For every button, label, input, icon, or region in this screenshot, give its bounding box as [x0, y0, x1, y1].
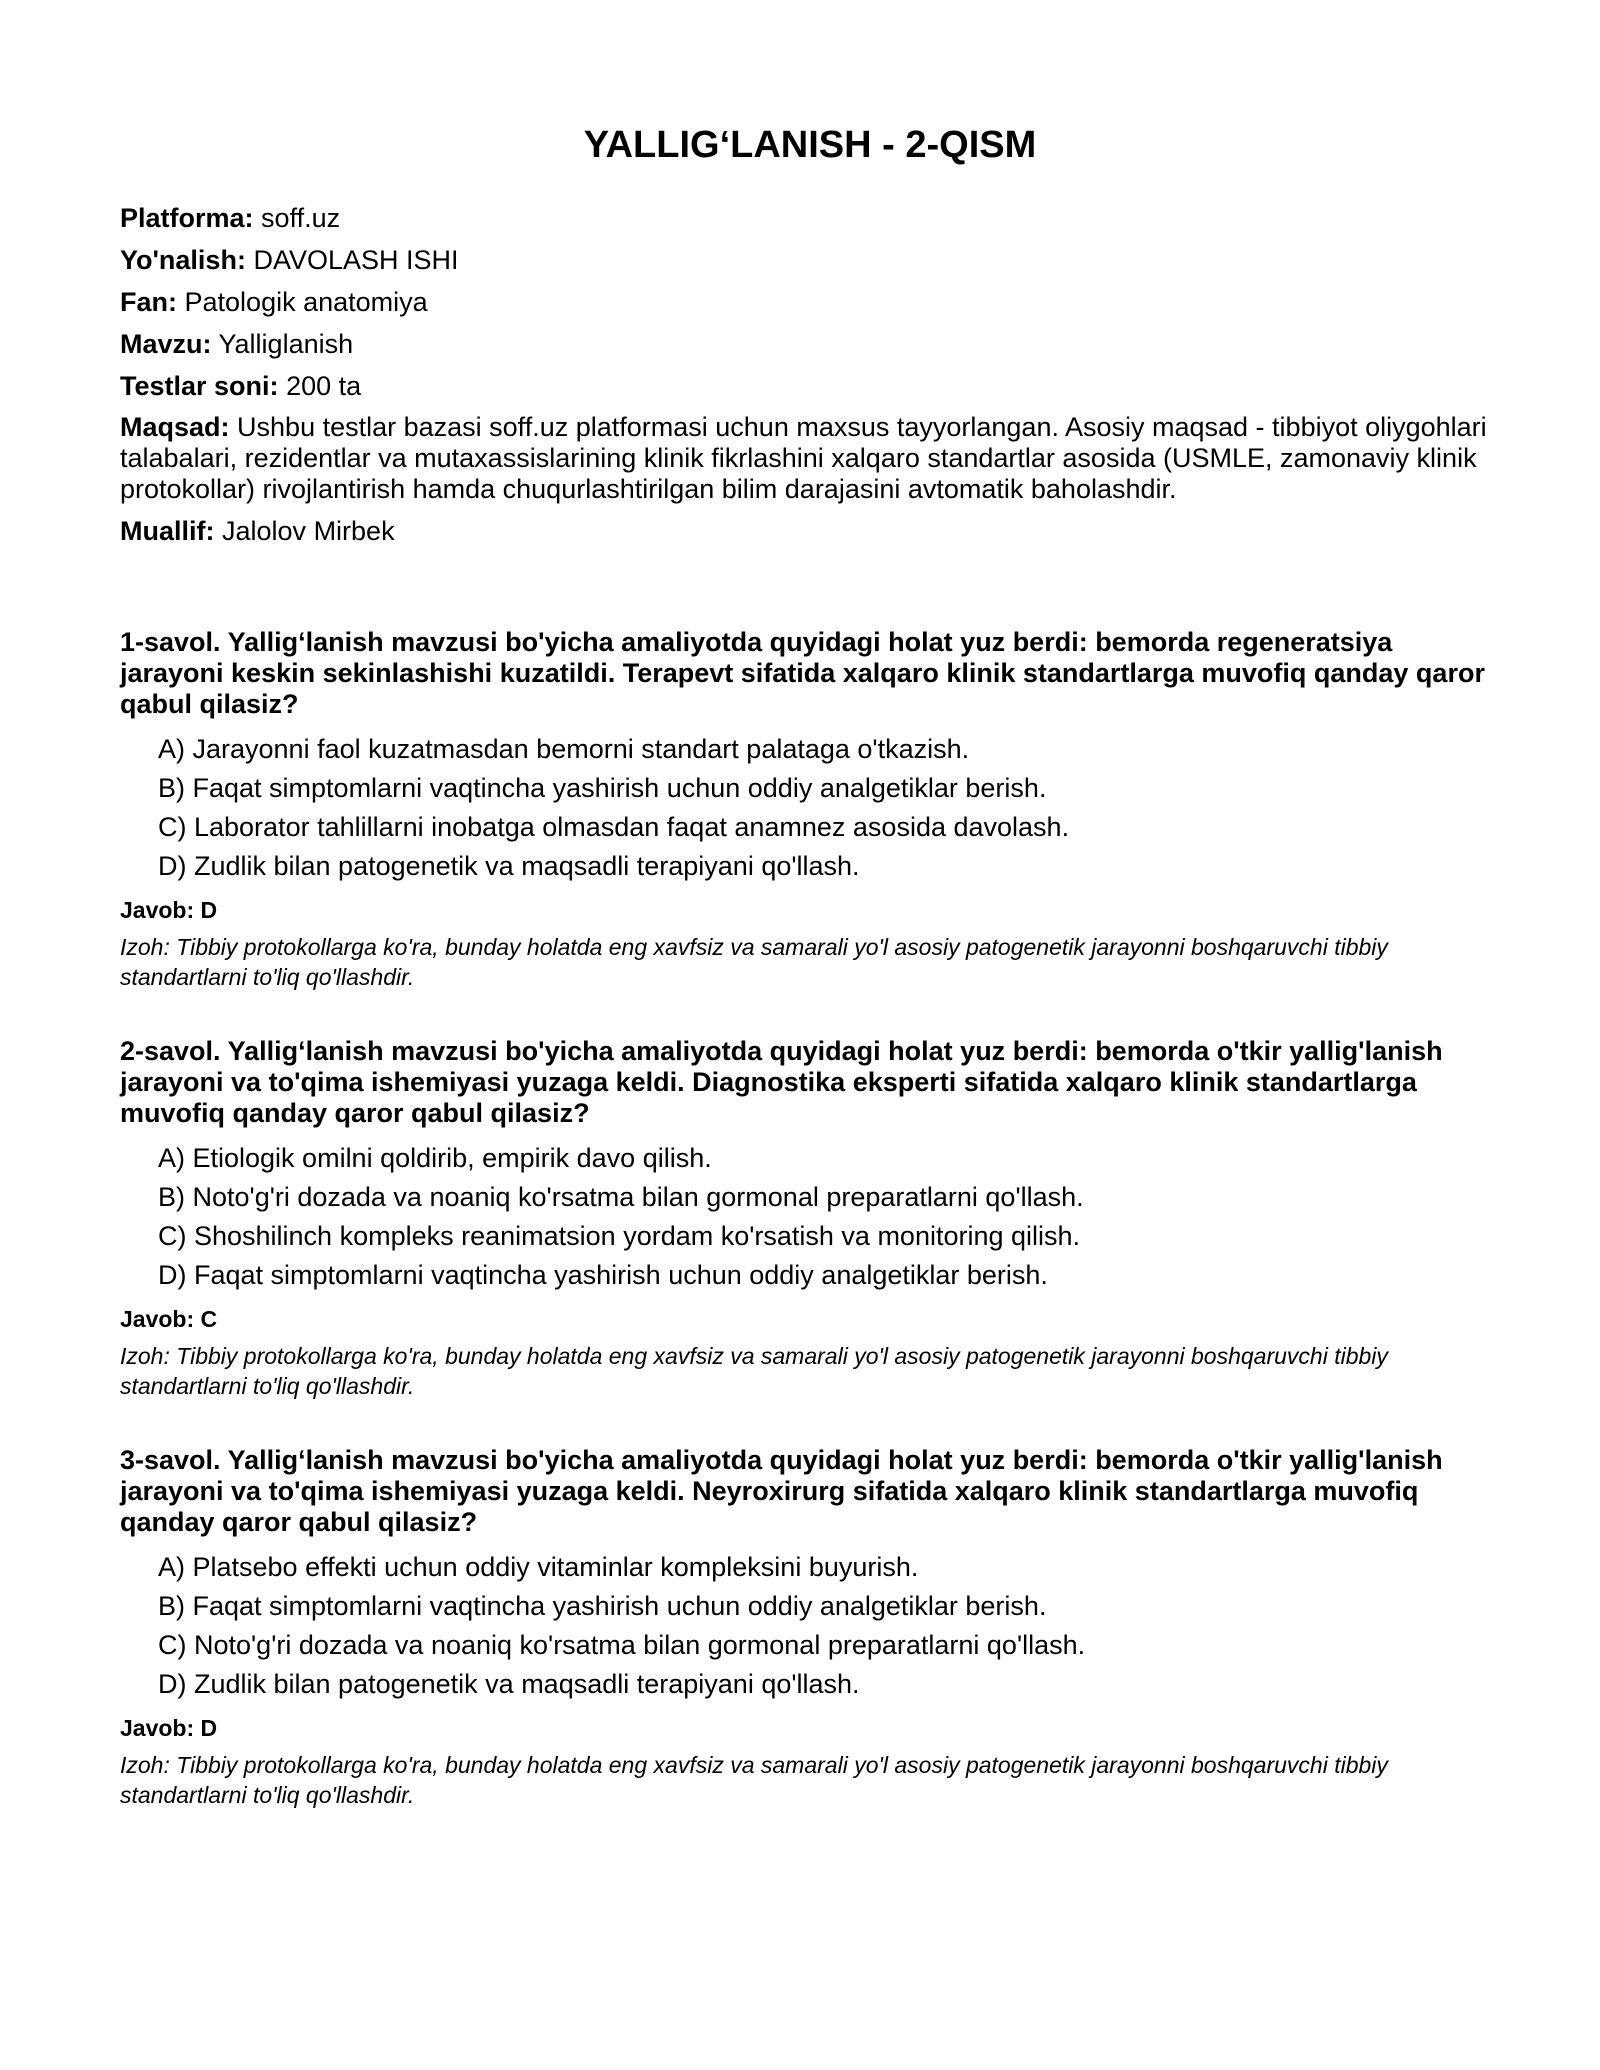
option-a: A) Platsebo effekti uchun oddiy vitaminlar kompleksini buyurish.	[158, 1552, 919, 1582]
explanation: Izoh: Tibbiy protokollarga ko'ra, bunday holatda eng xavfsiz va samarali yo'l asosiy patogenetik jarayonni boshqaruvchi tibbiy standartlarni to'liq qo'llashdir.	[120, 1343, 1388, 1399]
meta-label: Yo'nalish:	[120, 245, 246, 275]
option-b: B) Faqat simptomlarni vaqtincha yashirish uchun oddiy analgetiklar berish.	[158, 1591, 1047, 1621]
option-a: A) Jarayonni faol kuzatmasdan bemorni standart palataga o'tkazish.	[158, 734, 970, 764]
option-a: A) Etiologik omilni qoldirib, empirik davo qilish.	[158, 1143, 712, 1173]
answer: Javob: D	[120, 1715, 218, 1741]
meta-label: Fan:	[120, 287, 177, 317]
option-list	[158, 734, 1500, 882]
meta-block	[120, 202, 1500, 547]
option-b: B) Faqat simptomlarni vaqtincha yashirish uchun oddiy analgetiklar berish.	[158, 773, 1047, 803]
question-2	[120, 1036, 1500, 1401]
meta-label: Testlar soni:	[120, 371, 279, 401]
meta-platform	[120, 202, 1500, 234]
option-d: D) Zudlik bilan patogenetik va maqsadli terapiyani qo'llash.	[158, 851, 860, 881]
meta-value: soff.uz	[261, 203, 341, 233]
meta-goal	[120, 412, 1500, 505]
option-d: D) Faqat simptomlarni vaqtincha yashirish uchun oddiy analgetiklar berish.	[158, 1260, 1048, 1290]
option-d: D) Zudlik bilan patogenetik va maqsadli terapiyani qo'llash.	[158, 1669, 860, 1699]
meta-label: Muallif:	[120, 516, 215, 546]
question-text: 2-savol. Yallig‘lanish mavzusi bo'yicha amaliyotda quyidagi holat yuz berdi: bemorda o'tkir yallig'lanish jarayoni va to'qima ishemiyasi yuzaga keldi. Diagnostika eksperti sifatida xalqaro klinik standartlarga muvofiq qanday qaror qabul qilasiz?	[120, 1036, 1443, 1128]
answer: Javob: D	[120, 897, 218, 923]
meta-value: Jalolov Mirbek	[222, 516, 395, 546]
meta-topic	[120, 328, 1500, 360]
meta-direction	[120, 244, 1500, 276]
meta-value: Ushbu testlar bazasi soff.uz platformasi uchun maxsus tayyorlangan. Asosiy maqsad - tibbiyot oliygohlari talabalari, rezidentlar va mutaxassislarining klinik fikrlashini xalqaro standartlar asosida (USMLE, zamonaviy klinik protokollar) rivojlantirish hamda chuqurlashtirilgan bilim darajasini avtomatik baholashdir.	[120, 412, 1487, 504]
explanation: Izoh: Tibbiy protokollarga ko'ra, bunday holatda eng xavfsiz va samarali yo'l asosiy patogenetik jarayonni boshqaruvchi tibbiy standartlarni to'liq qo'llashdir.	[120, 934, 1388, 990]
document-page	[120, 0, 1500, 1810]
meta-value: DAVOLASH ISHI	[253, 245, 459, 275]
meta-label: Maqsad:	[120, 412, 230, 442]
question-text: 3-savol. Yallig‘lanish mavzusi bo'yicha amaliyotda quyidagi holat yuz berdi: bemorda o'tkir yallig'lanish jarayoni va to'qima ishemiyasi yuzaga keldi. Neyroxirurg sifatida xalqaro klinik standartlarga muvofiq qanday qaror qabul qilasiz?	[120, 1445, 1443, 1537]
option-c: C) Shoshilinch kompleks reanimatsion yordam ko'rsatish va monitoring qilish.	[158, 1221, 1081, 1251]
option-b: B) Noto'g'ri dozada va noaniq ko'rsatma bilan gormonal preparatlarni qo'llash.	[158, 1182, 1084, 1212]
question-1	[120, 627, 1500, 992]
option-c: C) Noto'g'ri dozada va noaniq ko'rsatma bilan gormonal preparatlarni qo'llash.	[158, 1630, 1086, 1660]
option-list	[158, 1552, 1500, 1700]
meta-value: Yalliglanish	[218, 329, 354, 359]
meta-value: 200 ta	[286, 371, 362, 401]
answer: Javob: C	[120, 1306, 218, 1332]
question-text: 1-savol. Yallig‘lanish mavzusi bo'yicha amaliyotda quyidagi holat yuz berdi: bemorda regeneratsiya jarayoni keskin sekinlashishi kuzatildi. Terapevt sifatida xalqaro klinik standartlarga muvofiq qanday qaror qabul qilasiz?	[120, 627, 1485, 719]
option-c: C) Laborator tahlillarni inobatga olmasdan faqat anamnez asosida davolash.	[158, 812, 1070, 842]
option-list	[158, 1143, 1500, 1291]
explanation: Izoh: Tibbiy protokollarga ko'ra, bunday holatda eng xavfsiz va samarali yo'l asosiy patogenetik jarayonni boshqaruvchi tibbiy standartlarni to'liq qo'llashdir.	[120, 1752, 1388, 1808]
meta-subject	[120, 286, 1500, 318]
meta-value: Patologik anatomiya	[184, 287, 428, 317]
meta-count	[120, 370, 1500, 402]
question-3	[120, 1445, 1500, 1810]
meta-author	[120, 515, 1500, 547]
meta-label: Mavzu:	[120, 329, 212, 359]
page-title: YALLIG‘LANISH - 2-QISM	[583, 124, 1037, 166]
meta-label: Platforma:	[120, 203, 254, 233]
